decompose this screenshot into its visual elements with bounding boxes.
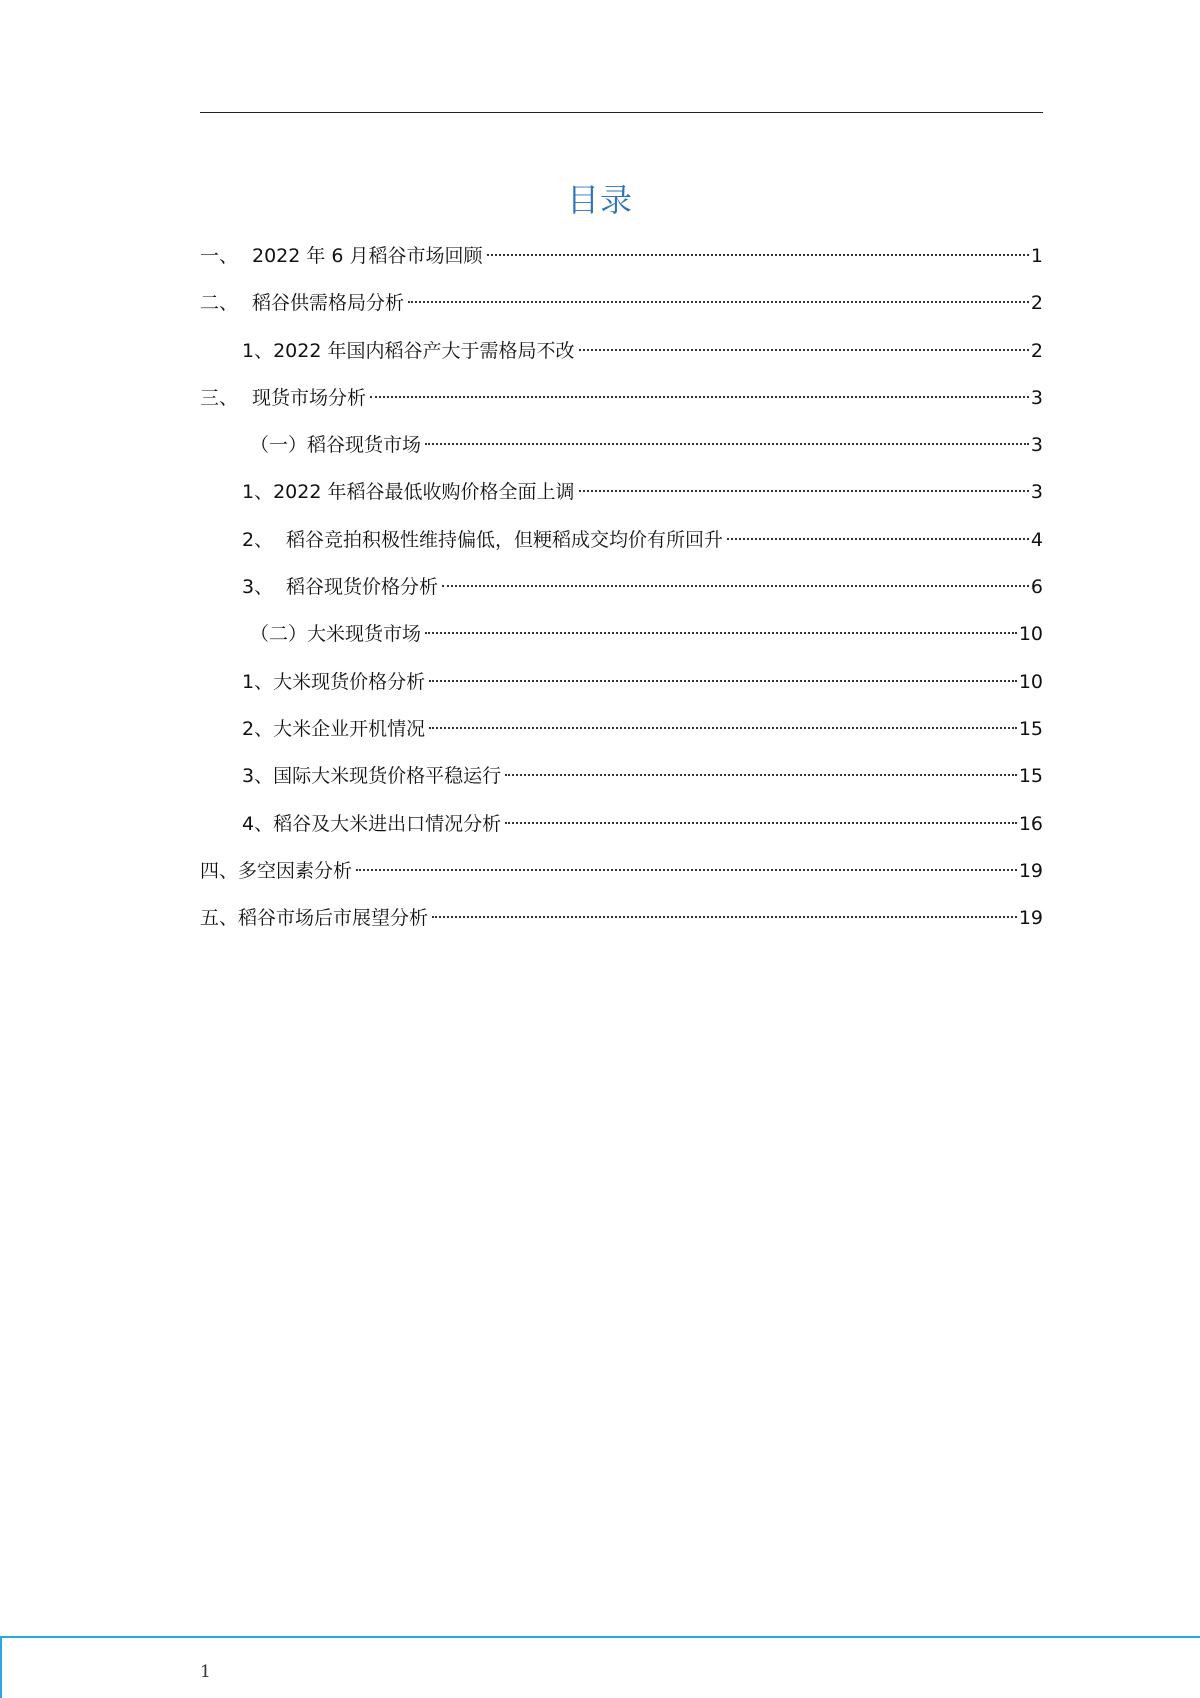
toc-entry-number: 一、 bbox=[200, 245, 239, 267]
toc-title: 目录 bbox=[566, 181, 633, 219]
toc-entry-number: 四、 bbox=[200, 859, 239, 882]
toc-leader-dots bbox=[425, 632, 1017, 634]
toc-entry[interactable] bbox=[200, 378, 1043, 425]
toc-entry-number: 3、 bbox=[242, 765, 274, 788]
toc-entry[interactable] bbox=[200, 283, 1043, 330]
toc-entry-text: 大米企业开机情况 bbox=[273, 717, 426, 740]
toc-entry[interactable] bbox=[200, 472, 1043, 519]
toc-entry-text: 稻谷现货价格分析 bbox=[286, 576, 439, 599]
toc-entry[interactable] bbox=[200, 567, 1043, 614]
toc-leader-dots bbox=[505, 822, 1017, 824]
toc-list bbox=[200, 236, 1043, 945]
toc-entry-page: 19 bbox=[1018, 907, 1043, 930]
toc-entry-page: 2 bbox=[1030, 339, 1043, 362]
toc-entry-text: 现货市场分析 bbox=[252, 386, 367, 409]
toc-entry-text: 2022 年国内稻谷产大于需格局不改 bbox=[273, 339, 575, 362]
toc-entry-page: 3 bbox=[1030, 434, 1043, 457]
toc-entry[interactable] bbox=[200, 331, 1043, 378]
toc-entry[interactable] bbox=[200, 236, 1043, 283]
toc-entry-page: 3 bbox=[1030, 386, 1043, 409]
toc-entry-page: 19 bbox=[1018, 859, 1043, 882]
toc-leader-dots bbox=[432, 916, 1017, 918]
toc-entry-text: 稻谷竞拍积极性维持偏低，但粳稻成交均价有所回升 bbox=[286, 528, 724, 551]
toc-entry-page: 10 bbox=[1018, 670, 1043, 693]
footer-left-rule bbox=[0, 1636, 2, 1698]
toc-entry-text: 稻谷供需格局分析 bbox=[252, 292, 405, 315]
toc-leader-dots bbox=[425, 443, 1029, 445]
toc-entry-text: 2022 年 6 月稻谷市场回顾 bbox=[252, 245, 483, 267]
toc-leader-dots bbox=[727, 538, 1029, 540]
toc-leader-dots bbox=[408, 301, 1029, 303]
footer-page-number: 1 bbox=[200, 1662, 211, 1682]
toc-entry[interactable] bbox=[200, 425, 1043, 472]
toc-leader-dots bbox=[370, 396, 1029, 398]
toc-entry-number: 1、 bbox=[242, 339, 274, 362]
toc-entry-number: （一） bbox=[250, 434, 308, 457]
toc-leader-dots bbox=[487, 254, 1029, 256]
toc-entry[interactable] bbox=[200, 898, 1043, 945]
toc-entry-page: 2 bbox=[1030, 292, 1043, 315]
toc-entry-number: 1、 bbox=[242, 670, 274, 693]
toc-entry[interactable] bbox=[200, 804, 1043, 851]
toc-entry-number: 五、 bbox=[200, 907, 239, 930]
toc-entry-page: 1 bbox=[1030, 245, 1043, 267]
toc-entry[interactable] bbox=[200, 614, 1043, 661]
header-rule bbox=[200, 112, 1043, 113]
toc-leader-dots bbox=[579, 349, 1029, 351]
toc-entry[interactable] bbox=[200, 756, 1043, 803]
toc-entry-number: 2、 bbox=[242, 717, 274, 740]
toc-entry-number: （二） bbox=[250, 623, 308, 646]
toc-entry-page: 10 bbox=[1018, 623, 1043, 646]
toc-leader-dots bbox=[356, 869, 1017, 871]
toc-entry-text: 多空因素分析 bbox=[238, 859, 353, 882]
footer-rule bbox=[0, 1636, 1200, 1638]
toc-leader-dots bbox=[429, 727, 1017, 729]
toc-entry-page: 4 bbox=[1030, 528, 1043, 551]
toc-entry[interactable] bbox=[200, 709, 1043, 756]
toc-entry-text: 稻谷及大米进出口情况分析 bbox=[273, 812, 502, 835]
toc-entry-page: 3 bbox=[1030, 481, 1043, 504]
toc-entry-number: 二、 bbox=[200, 292, 239, 315]
toc-entry-number: 3、 bbox=[242, 576, 274, 599]
toc-leader-dots bbox=[442, 585, 1029, 587]
toc-entry[interactable] bbox=[200, 851, 1043, 898]
toc-entry-number: 2、 bbox=[242, 528, 274, 551]
toc-entry-text: 大米现货价格分析 bbox=[273, 670, 426, 693]
toc-entry-number: 三、 bbox=[200, 386, 239, 409]
toc-entry-page: 16 bbox=[1018, 812, 1043, 835]
toc-entry-text: 国际大米现货价格平稳运行 bbox=[273, 765, 502, 788]
toc-entry-page: 15 bbox=[1018, 765, 1043, 788]
toc-entry-text: 稻谷现货市场 bbox=[307, 434, 422, 457]
toc-entry-page: 6 bbox=[1030, 576, 1043, 599]
toc-entry-number: 4、 bbox=[242, 812, 274, 835]
toc-entry[interactable] bbox=[200, 520, 1043, 567]
toc-entry-text: 2022 年稻谷最低收购价格全面上调 bbox=[273, 481, 575, 504]
toc-entry-number: 1、 bbox=[242, 481, 274, 504]
toc-entry-page: 15 bbox=[1018, 717, 1043, 740]
toc-leader-dots bbox=[579, 490, 1029, 492]
toc-leader-dots bbox=[505, 774, 1017, 776]
toc-leader-dots bbox=[429, 680, 1017, 682]
toc-entry-text: 稻谷市场后市展望分析 bbox=[238, 907, 429, 930]
toc-entry-text: 大米现货市场 bbox=[307, 623, 422, 646]
toc-entry[interactable] bbox=[200, 662, 1043, 709]
